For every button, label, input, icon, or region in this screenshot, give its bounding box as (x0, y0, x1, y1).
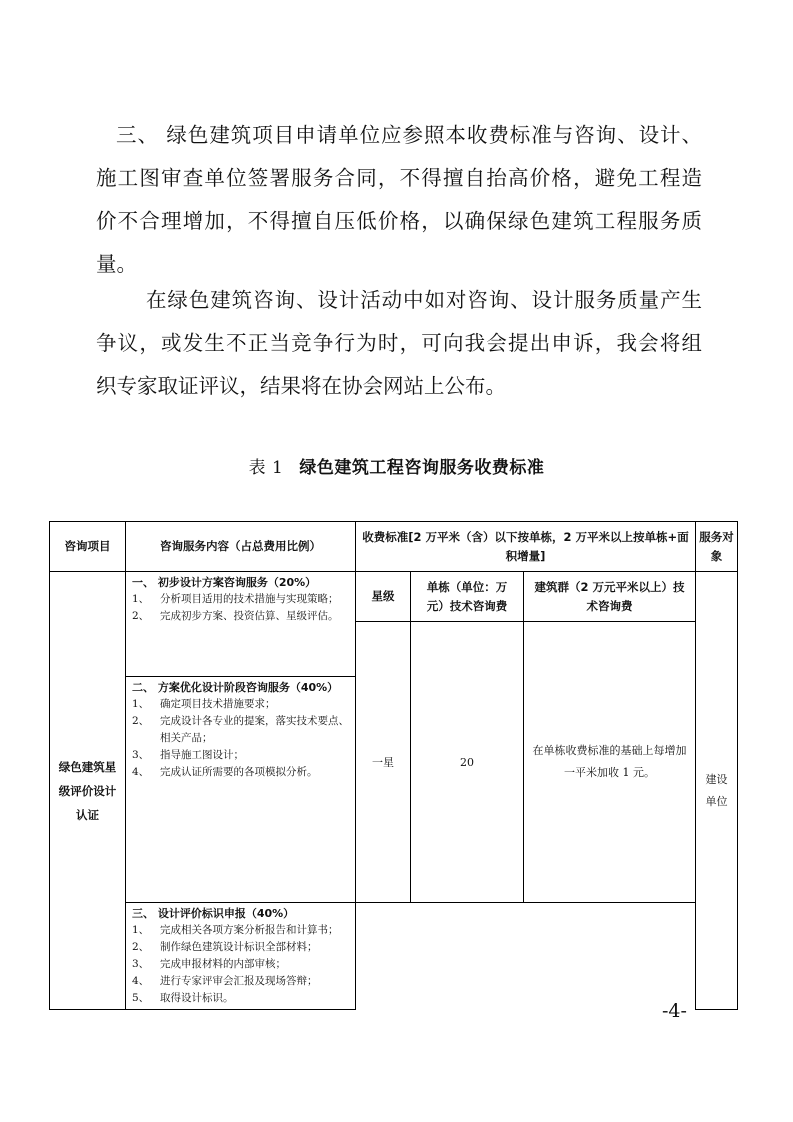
paragraph-line: 织专家取证评议，结果将在协会网站上公布。 (96, 374, 506, 398)
subheader-star: 星级 (356, 572, 411, 622)
paragraph-line: 量。 (96, 252, 137, 276)
service-item: 1、 分析项目适用的技术措施与实现策略； (132, 593, 339, 605)
service-item: 3、 指导施工图设计； (132, 749, 244, 761)
star-level: 一星 (356, 622, 411, 903)
single-fee: 20 (411, 622, 524, 903)
service-item: 1、 完成相关各项方案分析报告和计算书； (132, 924, 339, 936)
paragraph-2 (96, 279, 702, 408)
service-item: 4、 进行专家评审会汇报及现场答辩； (132, 975, 318, 987)
group-fee: 在单栋收费标准的基础上每增加一平米加收 1 元。 (524, 622, 696, 903)
header-item: 咨询项目 (50, 522, 126, 572)
service-target: 建设单位 (696, 572, 738, 1010)
fee-standard-table (49, 521, 738, 1010)
paragraph-line: 争议，或发生不正当竞争行为时，可向我会提出申诉，我会将组 (96, 331, 702, 355)
service-section-2 (126, 677, 356, 903)
header-fee-standard: 收费标准[2 万平米（含）以下按单栋，2 万平米以上按单栋+面积增量] (356, 522, 696, 572)
service-section-3 (126, 903, 356, 1010)
service-item: 2、 制作绿色建筑设计标识全部材料； (132, 941, 318, 953)
service-section-1 (126, 572, 356, 677)
service-title: 三、 设计评价标识申报（40%） (132, 907, 295, 920)
paragraph-line: 施工图审查单位签署服务合同，不得擅自抬高价格，避免工程造 (96, 166, 702, 190)
header-content: 咨询服务内容（占总费用比例） (126, 522, 356, 572)
table-title: 绿色建筑工程咨询服务收费标准 (299, 458, 545, 478)
table-number: 表 1 (248, 458, 284, 478)
paragraph-1 (96, 114, 702, 286)
service-item: 1、 确定项目技术措施要求； (132, 698, 276, 710)
table-caption (0, 453, 793, 478)
service-item: 4、 完成认证所需要的各项模拟分析。 (132, 766, 318, 778)
page-number: -4- (662, 1000, 687, 1022)
service-item: 2、 完成初步方案、投资估算、星级评估。 (132, 610, 339, 622)
header-target: 服务对象 (696, 522, 738, 572)
paragraph-line: 在绿色建筑咨询、设计活动中如对咨询、设计服务质量产生 (146, 288, 702, 312)
service-title: 二、 方案优化设计阶段咨询服务（40%） (132, 681, 339, 694)
row-label: 绿色建筑星级评价设计认证 (50, 572, 126, 1010)
paragraph-line: 价不合理增加，不得擅自压低价格，以确保绿色建筑工程服务质 (96, 209, 702, 233)
paragraph-line: 三、 绿色建筑项目申请单位应参照本收费标准与咨询、设计、 (116, 123, 702, 147)
subheader-single: 单栋（单位：万元）技术咨询费 (411, 572, 524, 622)
service-item: 3、 完成申报材料的内部审核； (132, 958, 286, 970)
service-title: 一、 初步设计方案咨询服务（20%） (132, 576, 317, 589)
service-item: 5、 取得设计标识。 (132, 992, 234, 1004)
subheader-group: 建筑群（2 万元平米以上）技术咨询费 (524, 572, 696, 622)
service-item: 2、 完成设计各专业的提案，落实技术要点、相关产品； (132, 715, 349, 744)
